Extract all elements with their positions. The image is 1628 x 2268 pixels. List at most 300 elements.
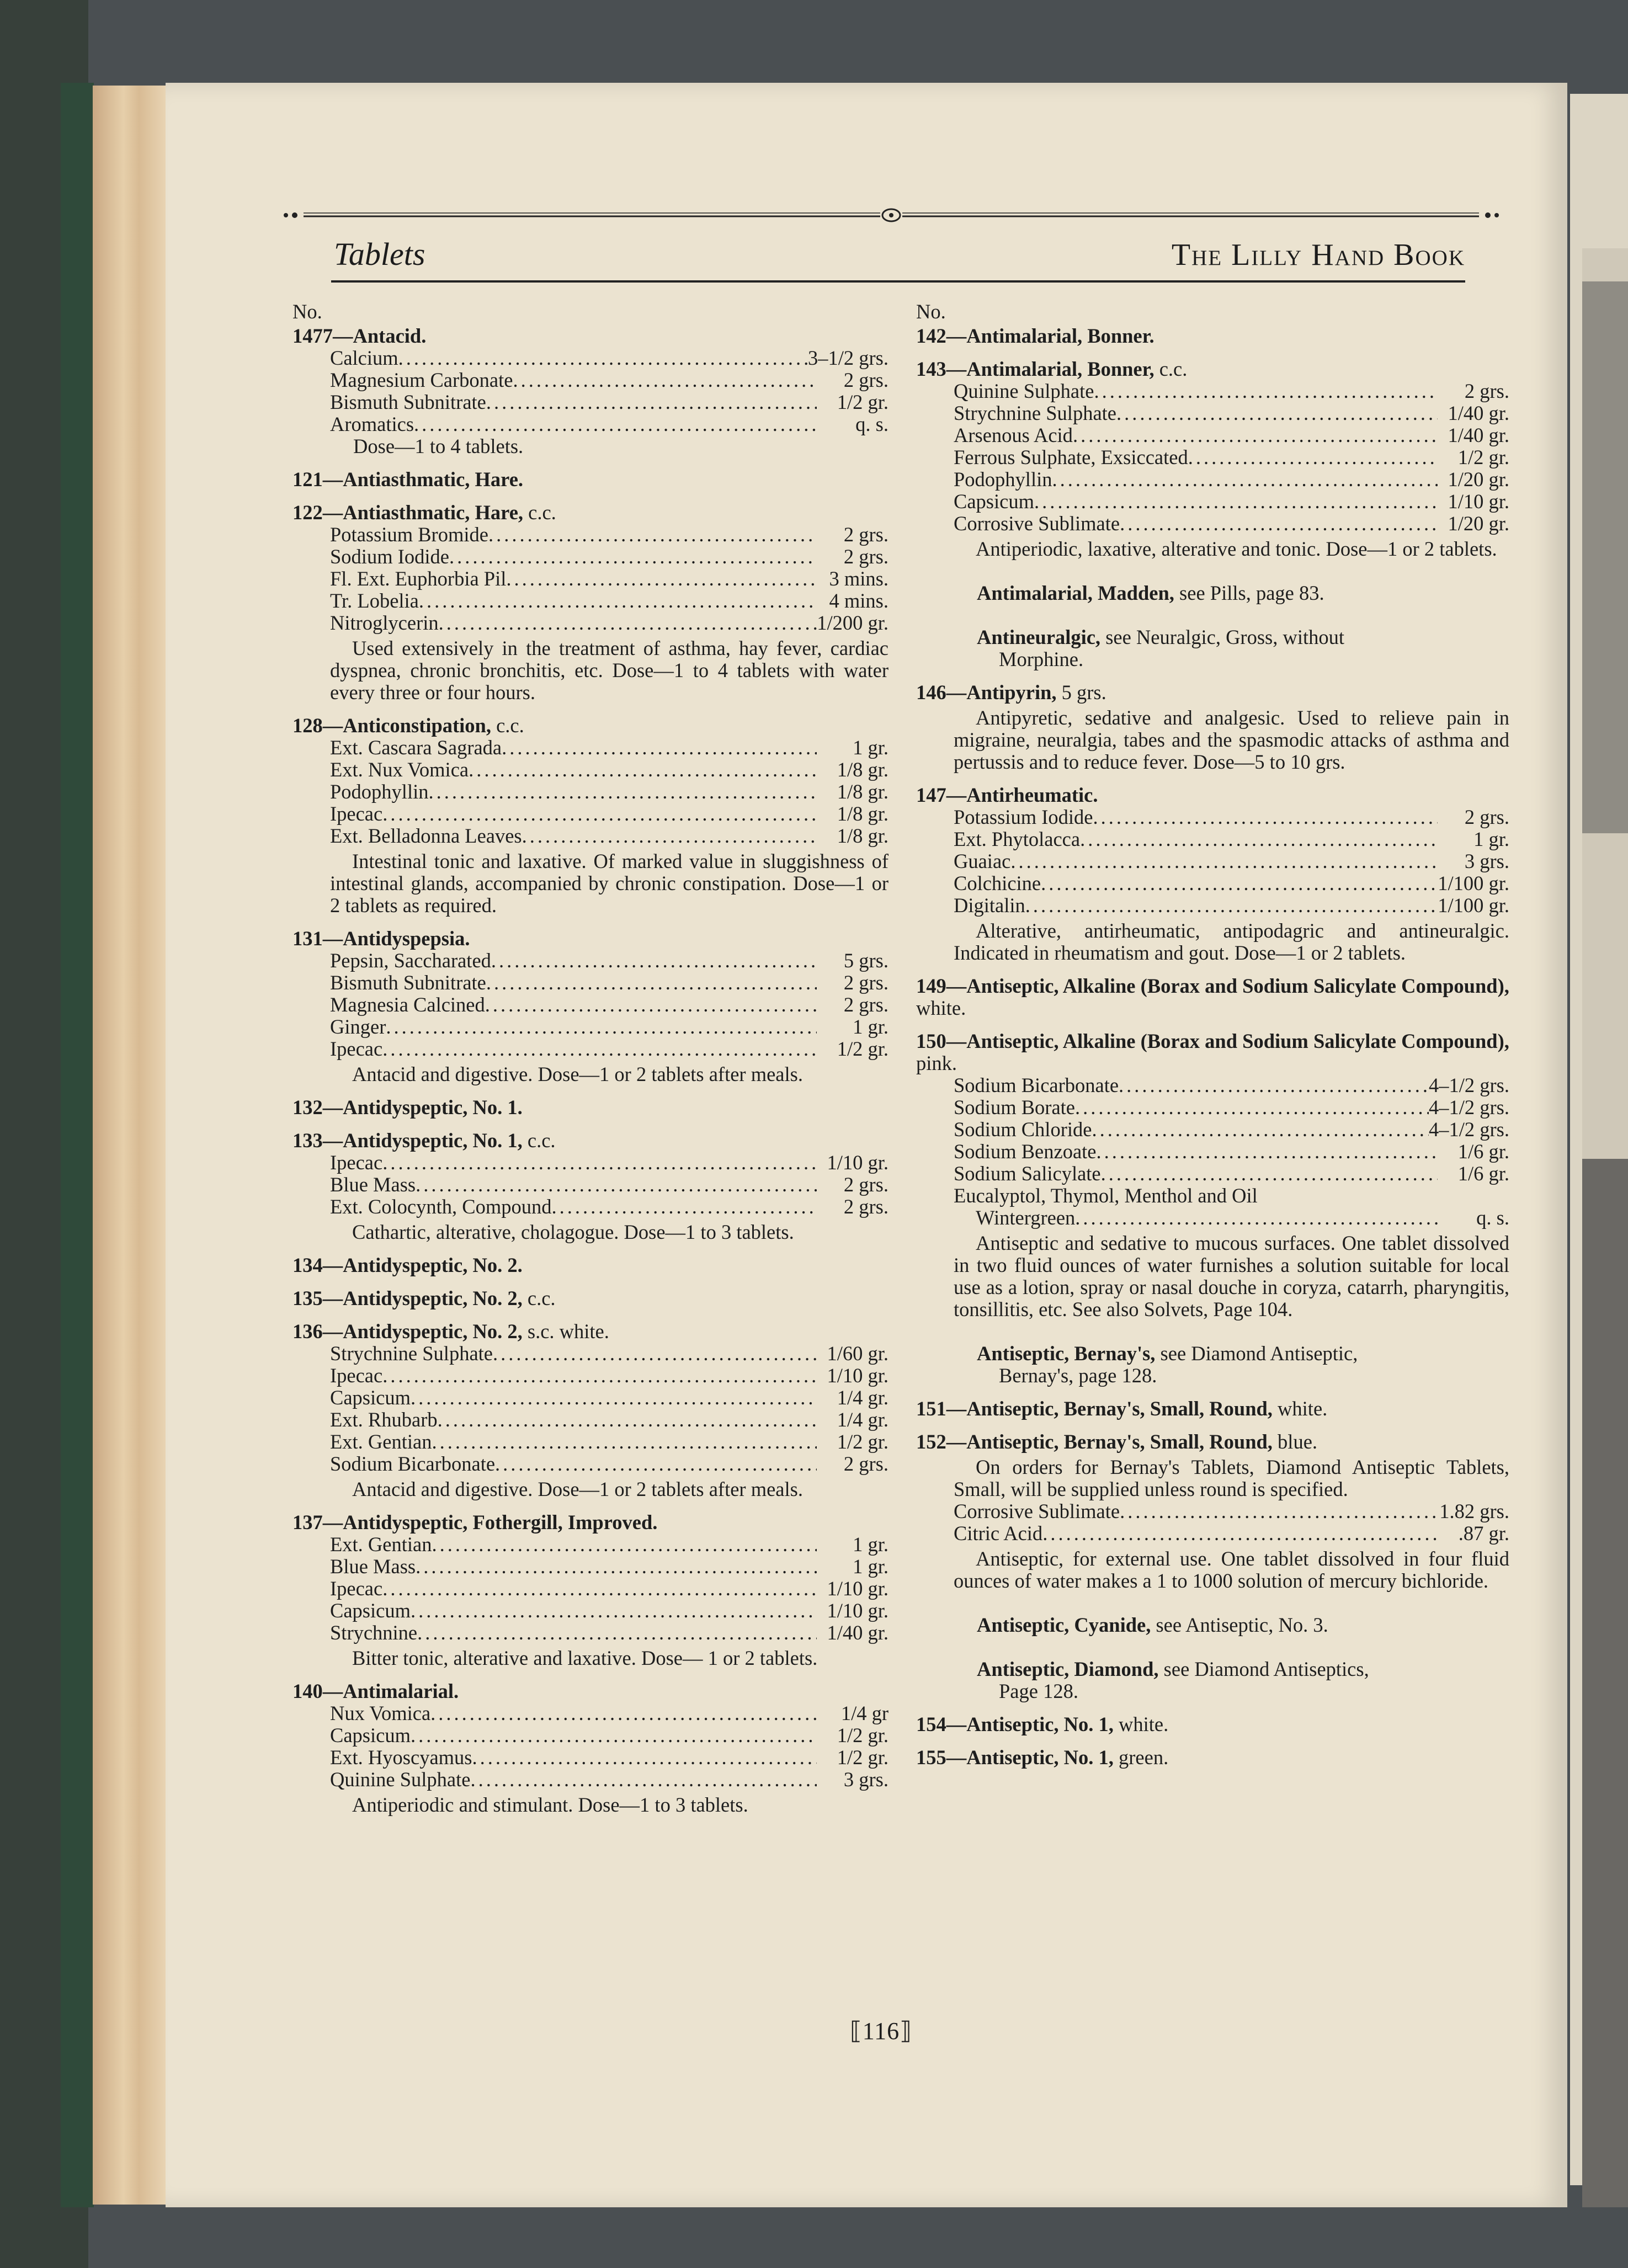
dot-leader [417,1622,817,1644]
ingredient-name: Fl. Ext. Euphorbia Pil [330,567,507,590]
dot-leader [1010,850,1438,872]
ingredient-name: Potassium Iodide [954,806,1093,828]
reference-name: Antiseptic, Bernay's, [977,1342,1156,1365]
dot-leader [382,1152,817,1174]
facing-page-image [1582,281,1628,833]
ingredient-name: Ferrous Sulphate, Exsiccated [954,446,1188,468]
right-column [916,301,1509,1769]
ingredient-row [916,446,1509,468]
ingredient-amount: 1/6 gr. [1457,1140,1509,1163]
ingredient-name: Sodium Bicarbonate [330,1452,496,1475]
ingredient-row [916,1096,1509,1119]
ingredient-amount: 2 grs. [843,545,889,568]
book-cover-edge [61,83,94,2207]
ingredient-row [292,972,889,994]
ingredient-amount: 1/2 gr. [837,1037,889,1060]
dot-leader [506,568,817,590]
formula-name: Antidyspeptic, No. 2, [343,1287,523,1309]
dot-leader [1094,380,1438,402]
formula-suffix: green. [1119,1746,1169,1769]
dot-leader [1080,828,1438,850]
formula-entry [292,1287,889,1309]
dot-leader [398,347,808,369]
formula-note: Antiseptic, for external use. One tablet dissolved in four fluid ounces of water makes a 1 to 1000 solution of mercury bichloride. [954,1547,1509,1592]
ingredient-name: Capsicum [330,1724,411,1747]
ingredient-amount: 4 mins. [829,589,889,612]
formula-number: 149 [916,975,946,997]
dot-leader [1092,1119,1429,1141]
ingredient-amount: 3–1/2 grs. [808,347,889,369]
book-title: The Lilly Hand Book [1171,238,1465,272]
formula-title: 133—Antidyspeptic, No. 1, c.c. [292,1129,556,1152]
formula-entry [916,1431,1509,1592]
ingredient-row [292,1453,889,1475]
ingredient-amount: 1/40 gr. [1448,402,1509,424]
formula-number: 140 [292,1680,323,1702]
formula-number: 155 [916,1746,946,1769]
ingredient-amount: 1 gr. [853,1555,889,1578]
ingredient-row [292,1016,889,1038]
ingredient-amount: 2 grs. [843,993,889,1016]
section-title: Tablets [334,236,425,272]
ingredient-name: Capsicum [330,1599,411,1622]
ingredient-row [292,1196,889,1218]
formula-number: 121 [292,468,323,491]
ingredient-name: Digitalin [954,894,1025,917]
formula-note: On orders for Bernay's Tablets, Diamond Antiseptic Tablets, Small, will be supplied unless round is specified. [954,1456,1509,1500]
formula-name: Antidyspepsia. [343,927,470,950]
dot-leader [552,1196,817,1218]
formula-number: 147 [916,784,946,806]
ingredient-row [916,491,1509,513]
formula-name: Antiseptic, No. 1, [966,1746,1114,1769]
formula-entry [292,1321,889,1500]
formula-number: 152 [916,1430,946,1453]
header-ornament [281,205,1501,227]
ingredient-name: Blue Mass [330,1555,416,1578]
formula-number: 146 [916,681,946,704]
ingredient-name: Bismuth Subnitrate [330,391,486,413]
ingredient-row [292,759,889,781]
dot-leader [449,546,817,568]
ingredient-name: Podophyllin [330,780,429,803]
dot-leader [438,1409,817,1431]
formula-note: Antacid and digestive. Dose—1 or 2 tablets after meals. [352,1478,803,1500]
formula-number: 142 [916,324,946,347]
ingredient-amount: 1/8 gr. [837,802,889,825]
formula-title: 135—Antidyspeptic, No. 2, c.c. [292,1287,556,1309]
ingredient-row [292,1534,889,1556]
formula-suffix: white. [1278,1397,1328,1420]
dot-leader [1025,895,1438,917]
ingredient-row [292,781,889,803]
ingredient-row [916,468,1509,491]
ingredient-amount: 1/2 gr. [837,1724,889,1747]
ingredient-amount: 3 grs. [843,1768,889,1791]
cross-reference [916,582,1509,604]
dot-leader [1073,424,1438,446]
formula-entry [292,928,889,1085]
ingredient-row [292,1431,889,1453]
formula-note: Alterative, antirheumatic, antipodagric and antineuralgic. Indicated in rheumatism and gout. Dose—1 or 2 tablets. [954,919,1509,964]
cross-reference [916,1343,1509,1387]
formula-suffix: c.c. [528,501,556,524]
ingredient-name: Strychnine [330,1621,418,1644]
ingredient-row [916,402,1509,424]
ingredient-row [292,1409,889,1431]
formula-title: 149—Antiseptic, Alkaline (Borax and Sodium Salicylate Compound), white. [916,975,1509,1019]
formula-entry [916,975,1509,1019]
formula-suffix: pink. [916,1052,957,1074]
formula-entry [916,582,1509,604]
dot-leader [432,1534,817,1556]
dot-leader [416,1174,817,1196]
ingredient-row [292,1622,889,1644]
ingredient-name: Capsicum [954,490,1034,513]
ingredient-name: Sodium Chloride [954,1118,1092,1141]
formula-title: 1477—Antacid. [292,324,427,347]
formula-entry [916,358,1509,560]
ingredient-row [916,806,1509,828]
ingredient-row [916,1119,1509,1141]
ingredient-amount: 1/40 gr. [1448,424,1509,446]
ingredient-amount: 1/60 gr. [827,1342,889,1365]
formula-entry [292,1254,889,1276]
reference-target: see Diamond Antiseptics, [1163,1658,1369,1680]
column-no-label: No. [916,300,946,323]
formula-title: 147—Antirheumatic. [916,784,1098,806]
cross-reference [916,626,1509,670]
ingredient-name: Corrosive Sublimate [954,1500,1120,1522]
running-header [331,231,1465,283]
formula-number: 143 [916,358,946,380]
ingredient-name: Magnesium Carbonate [330,369,513,391]
ingredient-name: Pepsin, Saccharated [330,949,491,972]
dot-leader [1075,1096,1429,1119]
ingredient-row [292,803,889,825]
formula-title: 132—Antidyspeptic, No. 1. [292,1096,523,1119]
ingredient-amount: 2 grs. [843,1173,889,1196]
reference-name: Antiseptic, Diamond, [977,1658,1159,1680]
ingredient-name: Sodium Bicarbonate [954,1074,1119,1096]
ingredient-amount: 1/6 gr. [1457,1162,1509,1185]
formula-title: 140—Antimalarial. [292,1680,459,1702]
dot-leader [428,781,817,803]
formula-number: 136 [292,1320,323,1343]
ingredient-amount: 1/2 gr. [837,391,889,413]
ingredient-row [292,1578,889,1600]
ingredient-row [292,950,889,972]
formula-title: 137—Antidyspeptic, Fothergill, Improved. [292,1511,658,1534]
formula-name: Antimalarial, Bonner, [966,358,1155,380]
formula-name: Antiseptic, Bernay's, Small, Round, [966,1430,1273,1453]
ingredient-name: Ext. Nux Vomica [330,758,469,781]
ingredient-row [292,524,889,546]
formula-title: 131—Antidyspepsia. [292,927,470,950]
ingredient-amount: 1/10 gr. [827,1577,889,1600]
formula-note: Cathartic, alterative, cholagogue. Dose—1 to 3 tablets. [352,1221,794,1243]
ingredient-row [916,850,1509,872]
ingredient-name: Ipecac [330,1364,383,1387]
ingredient-row [916,1074,1509,1096]
formula-note: Dose—1 to 4 tablets. [353,435,524,457]
ingredient-row [916,1141,1509,1163]
formula-entry [292,715,889,917]
formula-suffix: blue. [1278,1430,1318,1453]
reference-target: see Pills, page 83. [1179,582,1324,604]
formula-suffix: white. [916,997,966,1019]
formula-number: 133 [292,1129,323,1152]
dot-leader [432,1431,817,1453]
dot-leader [414,413,817,435]
dot-leader [1052,468,1438,491]
ingredient-amount: 2 grs. [843,971,889,994]
ingredient-row [292,1702,889,1724]
ingredient-amount: 1/200 gr. [817,611,889,634]
formula-title: 134—Antidyspeptic, No. 2. [292,1254,523,1276]
ingredient-row [292,568,889,590]
ingredient-amount: 4–1/2 grs. [1429,1096,1509,1119]
formula-name: Antipyrin, [966,681,1057,704]
formula-name: Antiseptic, Alkaline (Borax and Sodium Salicylate Compound), [966,975,1509,997]
reference-name: Antimalarial, Madden, [977,582,1174,604]
formula-title: 136—Antidyspeptic, No. 2, s.c. white. [292,1320,609,1343]
ingredient-amount: 1 gr. [1473,828,1509,850]
dot-leader [493,1343,817,1365]
ingredient-amount: 1/2 gr. [1457,446,1509,468]
formula-title: 128—Anticonstipation, c.c. [292,714,524,737]
formula-title: 121—Antiasthmatic, Hare. [292,468,524,491]
ingredient-amount: 1.82 grs. [1439,1500,1509,1522]
ingredient-amount: 1/20 gr. [1448,468,1509,491]
dot-leader [488,524,817,546]
ingredient-amount: 2 grs. [843,1195,889,1218]
formula-name: Antiasthmatic, Hare, [343,501,524,524]
reference-target: see Diamond Antiseptic, [1160,1342,1358,1365]
dot-leader [1188,446,1438,468]
ingredient-amount: 2 grs. [843,369,889,391]
ingredient-name: Guaiac [954,850,1011,872]
dot-leader [1093,806,1438,828]
formula-name: Antidyspeptic, Fothergill, Improved. [343,1511,658,1534]
ingredient-name: Ipecac [330,1151,383,1174]
formula-number: 122 [292,501,323,524]
formula-note: Used extensively in the treatment of asthma, hay fever, cardiac dyspnea, chronic bronchitis, etc. Dose—1 to 4 tablets with water every three or four hours. [330,637,889,704]
dot-leader [439,612,817,634]
dot-leader [1101,1163,1438,1185]
ingredient-amount: 1/2 gr. [837,1746,889,1769]
ingredient-row [292,369,889,391]
ingredient-row [292,1343,889,1365]
formula-name: Antidyspeptic, No. 2. [343,1254,523,1276]
ingredient-name: Quinine Sulphate [954,380,1094,402]
ingredient-row [916,1522,1509,1545]
ingredient-row [292,391,889,413]
formula-entry [292,1680,889,1816]
formula-entry [916,682,1509,773]
formula-note: Antiperiodic, laxative, alterative and tonic. Dose—1 or 2 tablets. [976,537,1497,560]
ingredient-amount: 1/2 gr. [837,1430,889,1453]
ingredient-row [292,737,889,759]
formula-entry [916,325,1509,347]
ingredient-amount: 1/100 gr. [1438,872,1509,895]
dot-leader [430,1702,817,1724]
ingredient-row [292,1556,889,1578]
formula-number: 132 [292,1096,323,1119]
ingredient-name: Ipecac [330,802,383,825]
formula-number: 151 [916,1397,946,1420]
formula-number: 131 [292,927,323,950]
ingredient-name: Ipecac [330,1037,383,1060]
formula-name: Antirheumatic. [966,784,1098,806]
ingredient-amount: q. s. [855,413,889,435]
formula-name: Antimalarial, Bonner. [966,324,1155,347]
ingredient-name: Ext. Colocynth, Compound [330,1195,552,1218]
ingredient-row [292,1174,889,1196]
formula-entry [292,325,889,457]
page-edges [93,86,170,2205]
ingredient-name: Citric Acid [954,1522,1043,1545]
formula-entry [916,1713,1509,1735]
dot-leader [386,1016,817,1038]
ingredient-amount: 3 mins. [829,567,889,590]
dot-leader [382,1578,817,1600]
ingredient-amount: 1/10 gr. [827,1599,889,1622]
ingredient-amount: 1/40 gr. [827,1621,889,1644]
reference-target: see Antiseptic, No. 3. [1156,1614,1328,1636]
formula-entry [916,1343,1509,1387]
formula-entry [916,626,1509,670]
ingredient-name: Nux Vomica [330,1702,431,1724]
ingredient-name: Eucalyptol, Thymol, Menthol and Oil [954,1184,1258,1207]
ingredient-row [916,1207,1509,1229]
dot-leader [472,1747,817,1769]
formula-suffix: white. [1119,1713,1169,1735]
dot-leader [486,391,817,413]
ingredient-row [292,413,889,435]
formula-suffix: s.c. white. [527,1320,609,1343]
reference-name: Antiseptic, Cyanide, [977,1614,1151,1636]
formula-name: Antidyspeptic, No. 1. [343,1096,523,1119]
page-number: ⟦116⟧ [850,2017,912,2045]
ingredient-amount: 1/8 gr. [837,824,889,847]
dot-leader [469,759,817,781]
formula-entry [916,1030,1509,1321]
ingredient-row [292,825,889,847]
ingredient-amount: 5 grs. [843,949,889,972]
formula-name: Antidyspeptic, No. 1, [343,1129,523,1152]
ingredient-row [292,1365,889,1387]
formula-note: Bitter tonic, alterative and laxative. Dose— 1 or 2 tablets. [352,1647,818,1669]
dot-leader [1075,1207,1438,1229]
ingredient-name: Strychnine Sulphate [330,1342,493,1365]
ingredient-amount: 1/8 gr. [837,758,889,781]
formula-entry [292,1130,889,1243]
ingredient-amount: .87 gr. [1458,1522,1509,1545]
formula-suffix: 5 grs. [1061,681,1106,704]
formula-entry [916,1614,1509,1636]
ingredient-name: Calcium [330,347,398,369]
reference-target: see Neuralgic, Gross, without [1105,626,1345,648]
formula-title: 151—Antiseptic, Bernay's, Small, Round, white. [916,1397,1328,1420]
ingredient-row [292,1038,889,1060]
formula-entry [292,502,889,704]
ingredient-name: Sodium Benzoate [954,1140,1097,1163]
ingredient-name: Corrosive Sublimate [954,512,1120,535]
formula-note: Antacid and digestive. Dose—1 or 2 tablets after meals. [352,1063,803,1085]
ingredient-amount: 1/4 gr. [837,1408,889,1431]
ingredient-amount: 1/8 gr. [837,780,889,803]
dot-leader [411,1600,817,1622]
ingredient-amount: 4–1/2 grs. [1429,1074,1509,1096]
dot-leader [491,950,817,972]
dot-leader [1097,1141,1438,1163]
ingredient-amount: 1/4 gr [840,1702,889,1724]
ingredient-row [292,590,889,612]
ingredient-row [292,612,889,634]
formula-title: 154—Antiseptic, No. 1, white. [916,1713,1169,1735]
ingredient-name: Ipecac [330,1577,383,1600]
ingredient-amount: 3 grs. [1464,850,1509,872]
ingredient-name: Podophyllin [954,468,1052,491]
formula-entry [916,784,1509,964]
dot-leader [486,972,817,994]
ingredient-row [292,1152,889,1174]
ingredient-name: Ext. Belladonna Leaves [330,824,522,847]
dot-leader [1041,872,1438,895]
formula-number: 1477 [292,324,333,347]
ingredient-row [292,1724,889,1747]
formula-entry [916,1747,1509,1769]
ingredient-name: Arsenous Acid [954,424,1073,446]
ingredient-name: Magnesia Calcined [330,993,485,1016]
reference-continuation: Morphine. [999,648,1084,670]
formula-number: 137 [292,1511,323,1534]
ingredient-amount: 2 grs. [1464,806,1509,828]
ingredient-name: Sodium Salicylate [954,1162,1101,1185]
formula-suffix: c.c. [1159,358,1188,380]
formula-number: 135 [292,1287,323,1309]
facing-page-content [1582,248,1628,2180]
ingredient-row [292,1387,889,1409]
formula-name: Anticonstipation, [343,714,491,737]
ingredient-name: Ext. Cascara Sagrada [330,736,502,759]
reference-name: Antineuralgic, [977,626,1101,648]
ingredient-amount: 4–1/2 grs. [1429,1118,1509,1141]
dot-leader [1042,1522,1438,1545]
ingredient-row [916,1500,1509,1522]
cross-reference [916,1614,1509,1636]
ingredient-amount: 1 gr. [853,736,889,759]
ingredient-name: Bismuth Subnitrate [330,971,486,994]
ingredient-amount: 1/20 gr. [1448,512,1509,535]
ingredient-name: Strychnine Sulphate [954,402,1116,424]
cross-reference [916,1658,1509,1702]
ingredient-amount: 1/10 gr. [827,1364,889,1387]
formula-number: 128 [292,714,323,737]
ingredient-name: Blue Mass [330,1173,416,1196]
formula-note: Antiseptic and sedative to mucous surfaces. One tablet dissolved in two fluid ounces of water furnishes a solution suitable for local use as a lotion, spray or nasal douche in coryza, catarrh, pharyngitis, tonsillitis, etc. See also Solvets, Page 104. [954,1232,1509,1321]
formula-entry [292,1511,889,1669]
formula-number: 150 [916,1030,946,1052]
formula-suffix: c.c. [527,1287,556,1309]
formula-note: Intestinal tonic and laxative. Of marked value in sluggishness of intestinal glands, accompanied by chronic constipation. Dose—1 or 2 tablets as required. [330,850,889,917]
ingredient-row [292,546,889,568]
formula-name: Antiasthmatic, Hare. [343,468,524,491]
dot-leader [419,590,817,612]
ingredient-amount: 2 grs. [843,1452,889,1475]
formula-title: 122—Antiasthmatic, Hare, c.c. [292,501,556,524]
